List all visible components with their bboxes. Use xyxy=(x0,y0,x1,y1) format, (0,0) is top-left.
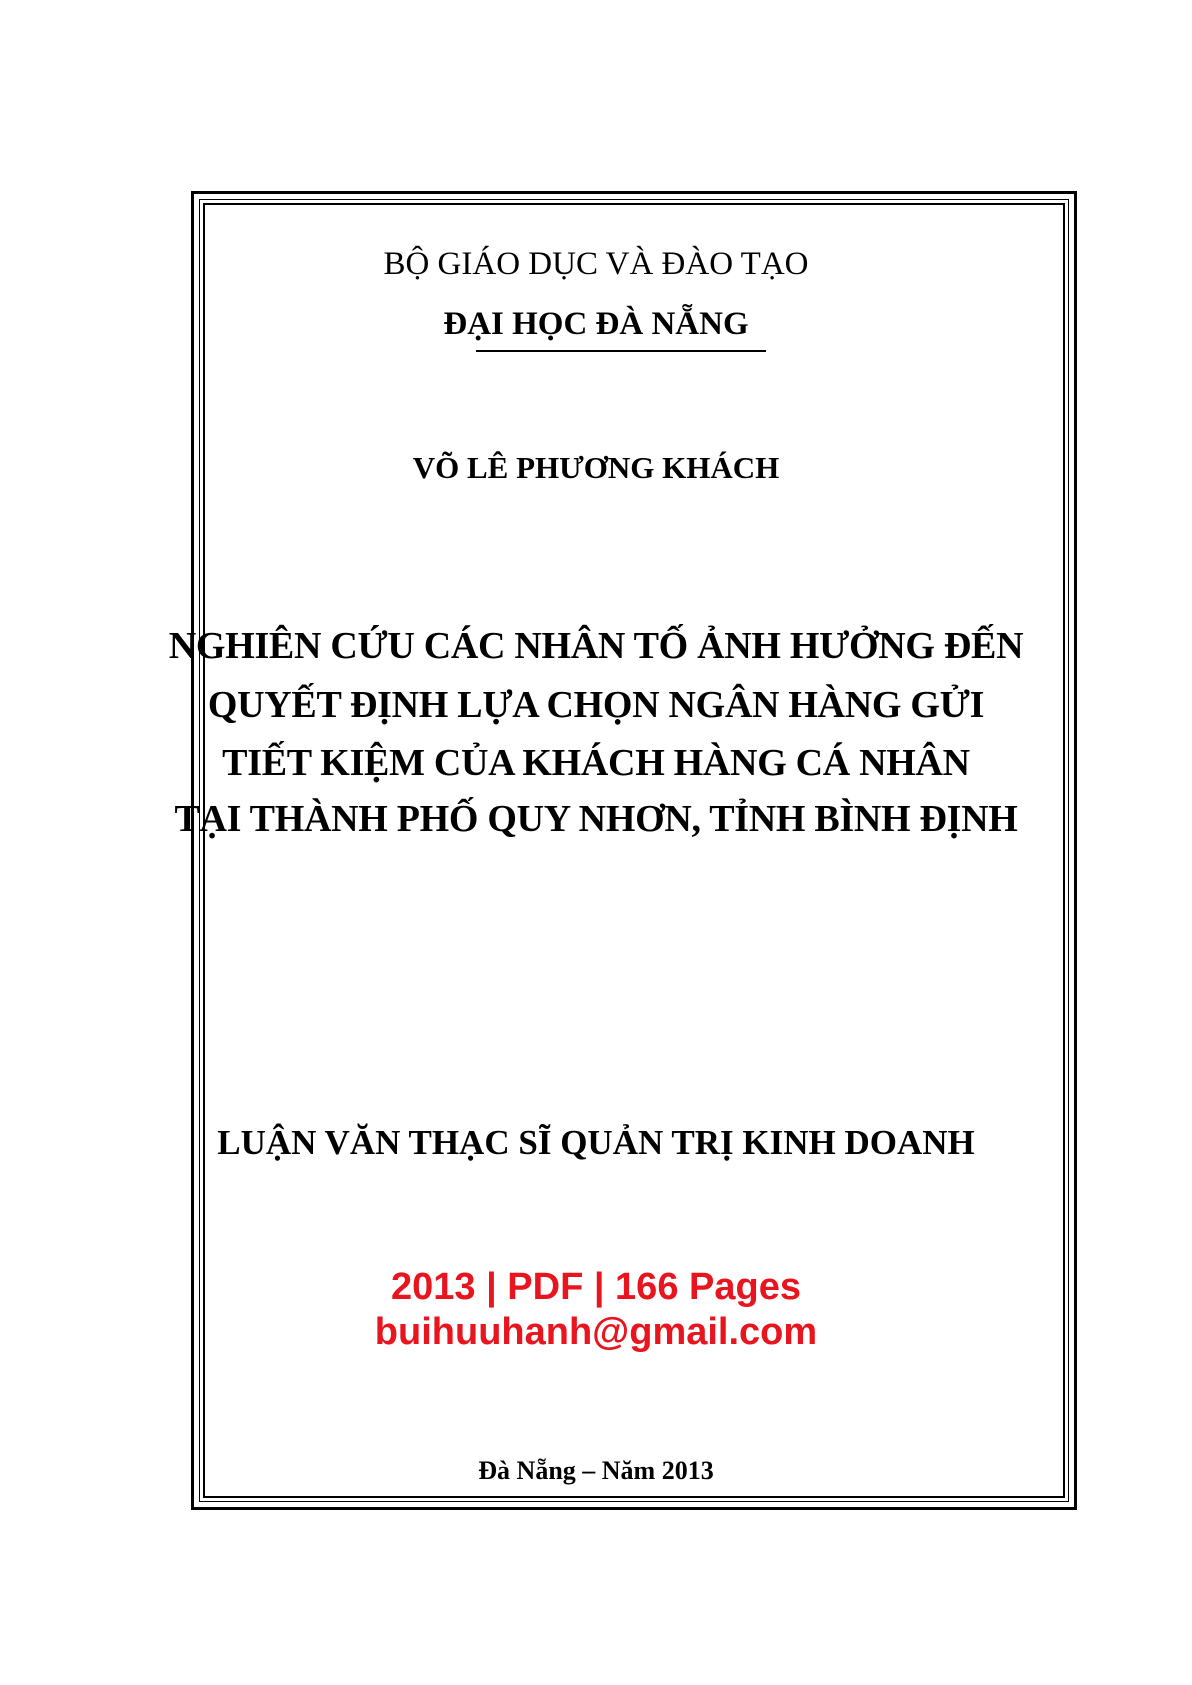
watermark-info: 2013 | PDF | 166 Pages xyxy=(391,1266,801,1308)
watermark-email: buihuuhanh@gmail.com xyxy=(374,1311,818,1353)
thesis-title-line-1: NGHIÊN CỨU CÁC NHÂN TỐ ẢNH HƯỞNG ĐẾN xyxy=(168,625,1024,667)
author-name: VÕ LÊ PHƯƠNG KHÁCH xyxy=(412,450,780,485)
place-and-year: Đà Nẵng – Năm 2013 xyxy=(478,1456,714,1485)
thesis-title-line-4: TẠI THÀNH PHỐ QUY NHƠN, TỈNH BÌNH ĐỊNH xyxy=(174,798,1018,840)
thesis-title-line-2: QUYẾT ĐỊNH LỰA CHỌN NGÂN HÀNG GỬI xyxy=(207,684,985,726)
university-name: ĐẠI HỌC ĐÀ NẴNG xyxy=(443,306,749,342)
thesis-title-line-3: TIẾT KIỆM CỦA KHÁCH HÀNG CÁ NHÂN xyxy=(222,742,970,784)
university-underline xyxy=(476,350,766,352)
ministry-name: BỘ GIÁO DỤC VÀ ĐÀO TẠO xyxy=(383,246,809,282)
degree-label: LUẬN VĂN THẠC SĨ QUẢN TRỊ KINH DOANH xyxy=(217,1123,975,1162)
